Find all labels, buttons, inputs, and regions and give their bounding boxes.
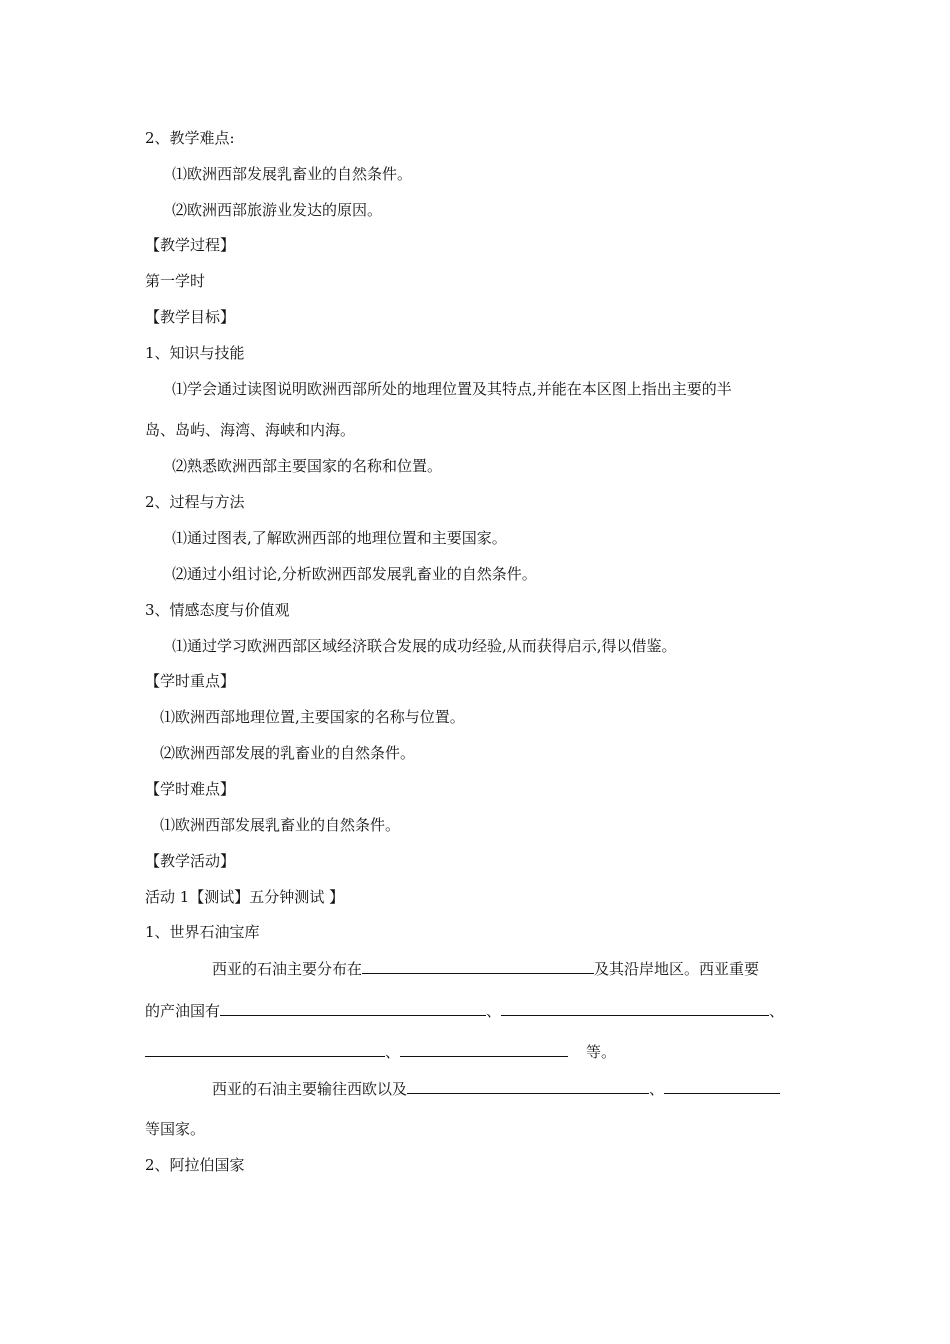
lesson-label: 第一学时: [145, 272, 206, 290]
answer-blank[interactable]: [220, 1000, 486, 1016]
answer-blank[interactable]: [362, 958, 594, 974]
question-text: 等。: [586, 1043, 617, 1061]
section-heading: 【教学活动】: [145, 852, 236, 870]
question-text: 及其沿岸地区。西亚重要: [594, 960, 760, 978]
goal-item: ⑴通过学习欧洲西部区域经济联合发展的成功经验,从而获得启示,得以借鉴。: [172, 637, 677, 655]
question-title: 1、世界石油宝库: [145, 923, 260, 941]
question-text: 西亚的石油主要输往西欧以及: [212, 1080, 408, 1098]
answer-blank[interactable]: [145, 1041, 385, 1057]
question-text: 等国家。: [145, 1120, 206, 1138]
question-line: [212, 1078, 780, 1099]
goal-item: ⑵通过小组讨论,分析欧洲西部发展乳畜业的自然条件。: [172, 565, 537, 583]
question-line: [212, 958, 759, 979]
question-title: 2、阿拉伯国家: [145, 1156, 245, 1174]
question-line: [145, 1041, 616, 1062]
answer-blank[interactable]: [400, 1041, 568, 1057]
hard-item: ⑴欧洲西部发展乳畜业的自然条件。: [160, 816, 401, 834]
question-text: 西亚的石油主要分布在: [212, 960, 363, 978]
answer-blank[interactable]: [501, 1000, 769, 1016]
goal-item: ⑵熟悉欧洲西部主要国家的名称和位置。: [172, 457, 443, 475]
difficulty-item: ⑴欧洲西部发展乳畜业的自然条件。: [172, 165, 413, 183]
section-heading: 【教学目标】: [145, 308, 236, 326]
separator: 、: [769, 1002, 785, 1020]
separator: 、: [385, 1043, 401, 1061]
subsection-title: 1、知识与技能: [145, 344, 245, 362]
subsection-title: 2、过程与方法: [145, 493, 245, 511]
goal-item: ⑴学会通过读图说明欧洲西部所处的地理位置及其特点,并能在本区图上指出主要的半: [172, 380, 732, 398]
goal-item-continued: 岛、岛屿、海湾、海峡和内海。: [145, 421, 356, 439]
goal-item: ⑴通过图表,了解欧洲西部的地理位置和主要国家。: [172, 529, 507, 547]
answer-blank[interactable]: [407, 1078, 649, 1094]
separator: 、: [486, 1002, 502, 1020]
question-text: 的产油国有: [145, 1002, 221, 1020]
answer-blank[interactable]: [664, 1078, 780, 1094]
section-heading: 【教学过程】: [145, 236, 236, 254]
separator: 、: [649, 1080, 665, 1098]
subsection-title: 3、情感态度与价值观: [145, 601, 290, 619]
key-item: ⑴欧洲西部地理位置,主要国家的名称与位置。: [160, 708, 465, 726]
activity-title: 活动 1【测试】五分钟测试 】: [145, 888, 345, 906]
difficulty-item: ⑵欧洲西部旅游业发达的原因。: [172, 201, 383, 219]
question-line: [145, 1000, 784, 1021]
key-item: ⑵欧洲西部发展的乳畜业的自然条件。: [160, 744, 416, 762]
section-heading: 【学时难点】: [145, 780, 236, 798]
section-heading: 【学时重点】: [145, 672, 236, 690]
difficulty-title: 2、教学难点:: [145, 129, 235, 147]
